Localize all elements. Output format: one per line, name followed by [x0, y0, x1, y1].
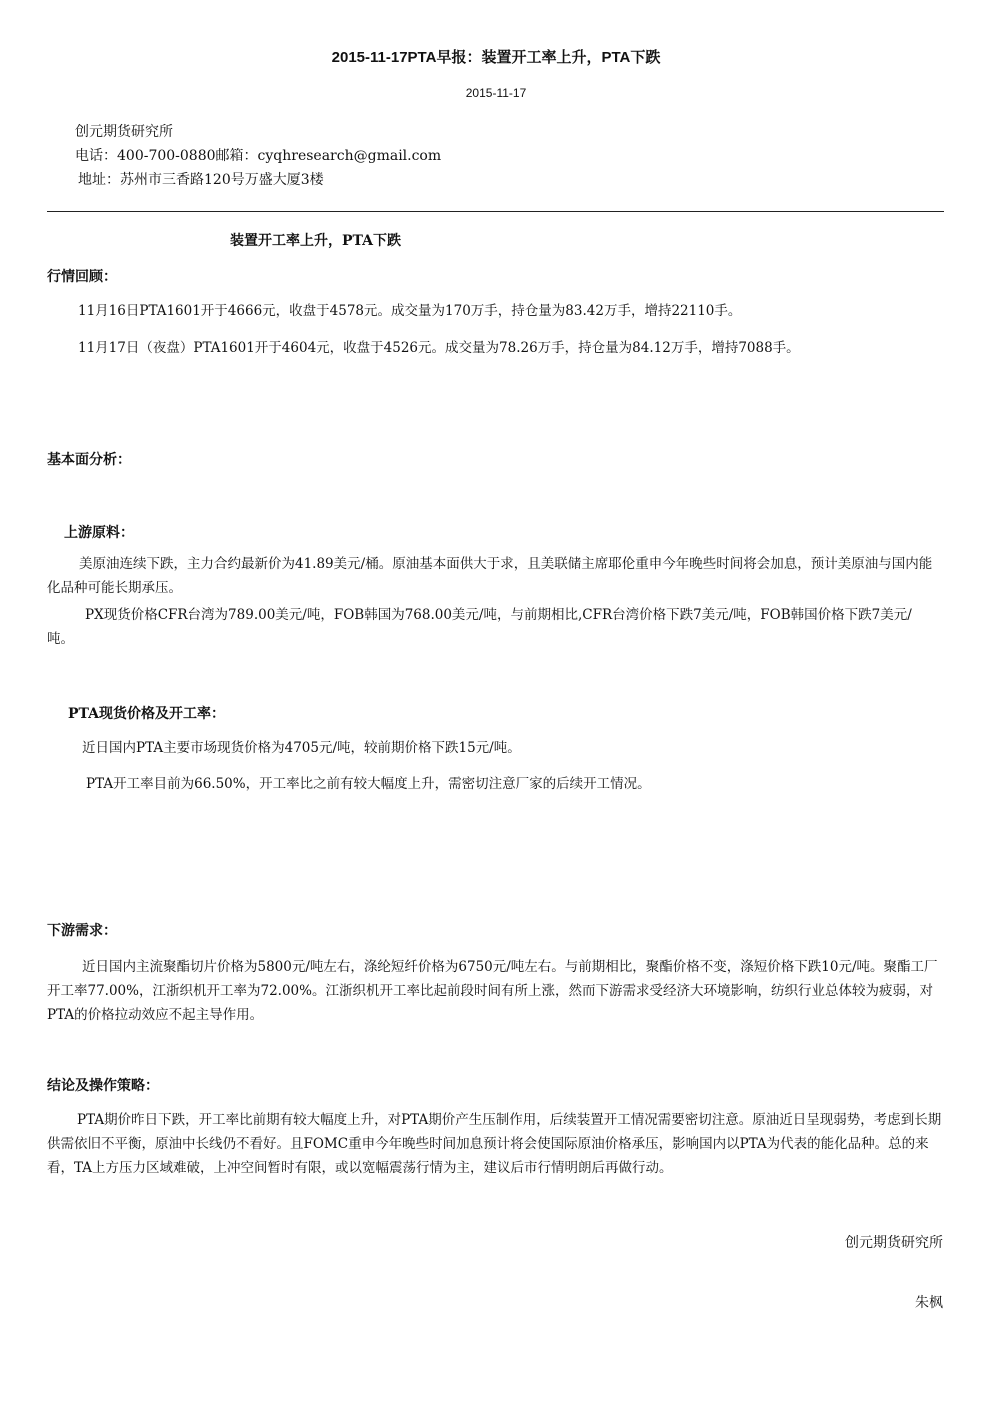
contact-org: 创元期货研究所 [75, 124, 173, 140]
report-title: 2015-11-17PTA早报：装置开工率上升，PTA下跌 [331, 49, 661, 66]
section-heading-conclusion: 结论及操作策略： [47, 1078, 159, 1094]
section-heading-review: 行情回顾： [47, 269, 117, 285]
contact-block [75, 120, 441, 192]
signature-author: 朱枫 [915, 1295, 943, 1311]
spot-paragraph-2: PTA开工率目前为66.50%，开工率比之前有较大幅度上升，需密切注意厂家的后续开工情况。 [86, 776, 651, 792]
review-paragraph-1: 11月16日PTA1601开于4666元，收盘于4578元。成交量为170万手，持仓量为83.42万手，增持22110手。 [78, 303, 742, 319]
conclusion-paragraph: PTA期价昨日下跌，开工率比前期有较大幅度上升，对PTA期价产生压制作用，后续装置开工情况需要密切注意。原油近日呈现弱势，考虑到长期供需依旧不平衡，原油中长线仍不看好。且FOMC重申今年晚些时间加息预计将会使国际原油价格承压，影响国内以PTA为代表的能化品种。总的来看，TA上方压力区域难破，上冲空间暂时有限，或以宽幅震荡行情为主，建议后市行情明朗后再做行动。 [47, 1112, 942, 1176]
contact-address: 地址：苏州市三香路120号万盛大厦3楼 [78, 172, 324, 188]
subheadline: 装置开工率上升，PTA下跌 [230, 233, 402, 249]
section-heading-fundamentals: 基本面分析： [47, 452, 131, 468]
downstream-paragraph: 近日国内主流聚酯切片价格为5800元/吨左右，涤纶短纤价格为6750元/吨左右。与前期相比，聚酯价格不变，涤短价格下跌10元/吨。聚酯工厂开工率77.00%，江浙织机开工率为72.00%。江浙织机开工率比起前段时间有所上涨，然而下游需求受经济大环境影响，纺织行业总体较为疲弱，对PTA的价格拉动效应不起主导作用。 [47, 959, 938, 1023]
upstream-paragraph-2: PX现货价格CFR台湾为789.00美元/吨，FOB韩国为768.00美元/吨，与前期相比,CFR台湾价格下跌7美元/吨，FOB韩国价格下跌7美元/吨。 [47, 607, 912, 647]
report-date: 2015-11-17 [465, 86, 527, 100]
review-paragraph-2: 11月17日（夜盘）PTA1601开于4604元，收盘于4526元。成交量为78.26万手，持仓量为84.12万手，增持7088手。 [78, 340, 800, 356]
spot-paragraph-1: 近日国内PTA主要市场现货价格为4705元/吨，较前期价格下跌15元/吨。 [82, 740, 521, 756]
section-heading-spot: PTA现货价格及开工率： [68, 706, 226, 722]
section-heading-upstream: 上游原料： [64, 525, 134, 541]
section-heading-downstream: 下游需求： [47, 923, 117, 939]
signature-org: 创元期货研究所 [845, 1235, 943, 1251]
contact-phone-email: 电话：400-700-0880邮箱：cyqhresearch@gmail.com [75, 148, 442, 164]
header-divider [47, 211, 944, 212]
upstream-paragraph-1: 美原油连续下跌，主力合约最新价为41.89美元/桶。原油基本面供大于求，且美联储主席耶伦重申今年晚些时间将会加息，预计美原油与国内能化品种可能长期承压。 [47, 556, 933, 596]
